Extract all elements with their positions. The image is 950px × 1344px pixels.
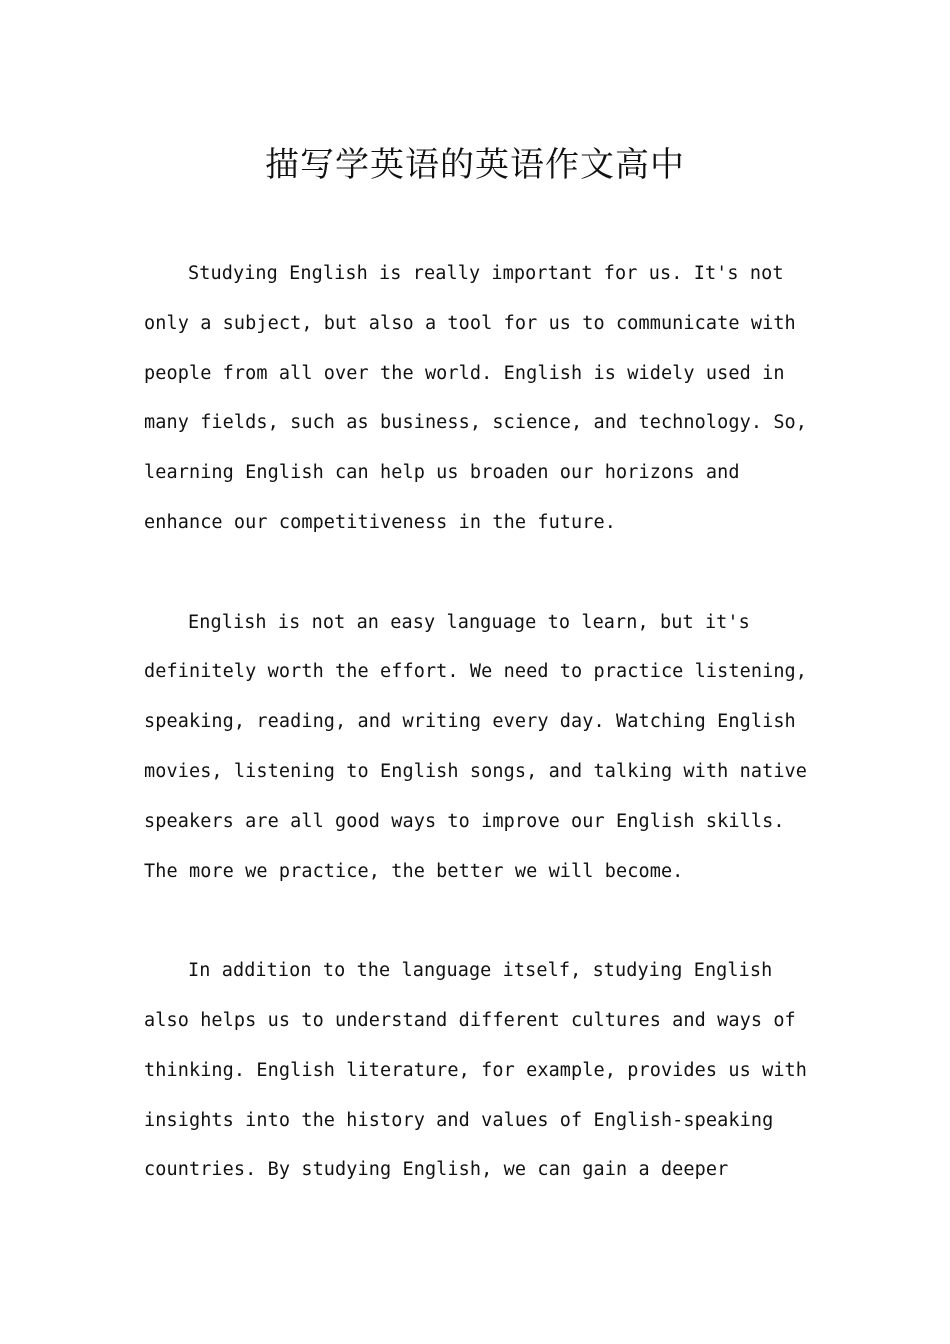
paragraph-line: insights into the history and values of English-speaking [144, 1109, 774, 1131]
paragraph-line: also helps us to understand different cultures and ways of [144, 1009, 796, 1031]
paragraph-line: movies, listening to English songs, and talking with native [144, 760, 808, 782]
paragraph-line: only a subject, but also a tool for us to communicate with [144, 312, 796, 334]
paragraph-line: English is not an easy language to learn, but it's [188, 611, 750, 633]
paragraph-line: countries. By studying English, we can gain a deeper [144, 1159, 729, 1181]
paragraph-line: learning English can help us broaden our horizons and [144, 462, 740, 484]
paragraph-line: speakers are all good ways to improve our English skills. [144, 810, 785, 832]
paragraph-line: In addition to the language itself, studying English [188, 960, 773, 982]
paragraph-line: Studying English is really important for us. It's not [188, 263, 784, 284]
document-title: 描写学英语的英语作文高中 [265, 145, 685, 185]
paragraph-line: speaking, reading, and writing every day. Watching English [144, 711, 796, 733]
paragraph-line: people from all over the world. English is widely used in [144, 362, 785, 384]
document-body [144, 249, 814, 1245]
paragraph-2 [144, 598, 814, 897]
paragraph-line: thinking. English literature, for example, provides us with [144, 1059, 808, 1081]
paragraph-3 [144, 946, 814, 1195]
paragraph-1 [144, 249, 814, 548]
paragraph-line: definitely worth the effort. We need to practice listening, [144, 661, 808, 683]
paragraph-line: The more we practice, the better we will become. [144, 860, 684, 882]
paragraph-line: enhance our competitiveness in the future. [144, 511, 616, 533]
paragraph-line: many fields, such as business, science, and technology. So, [144, 412, 808, 434]
